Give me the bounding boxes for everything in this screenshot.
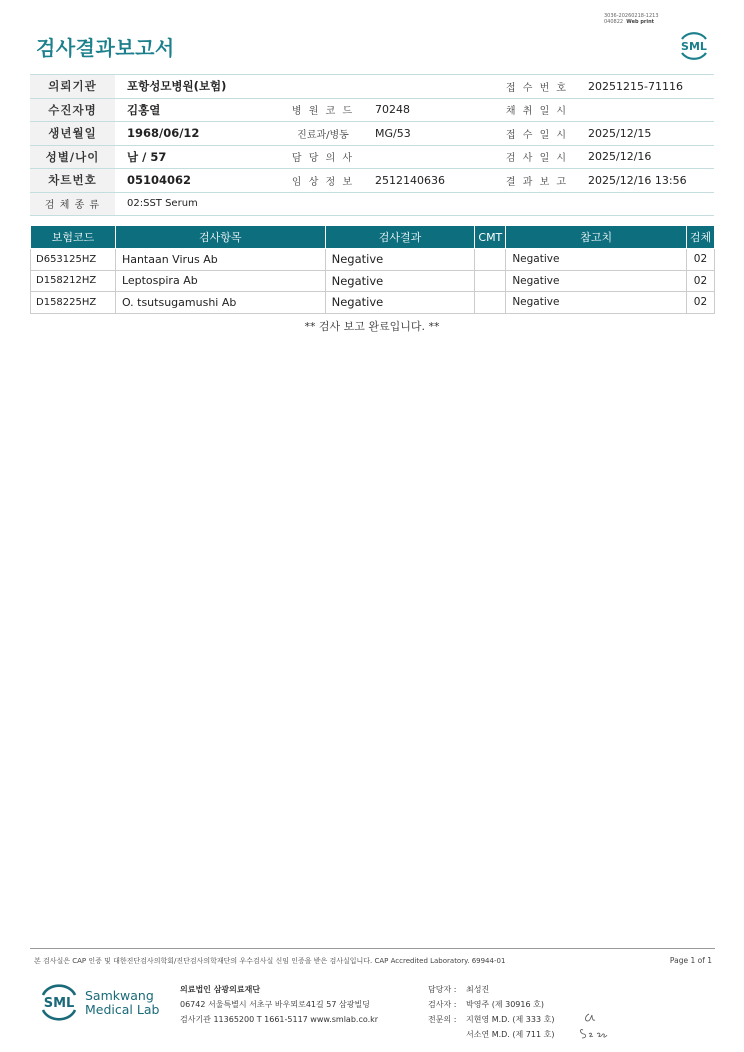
- requester-label: 의뢰기관: [30, 75, 115, 99]
- staff-name: 최성진: [466, 985, 490, 994]
- header-test-item: 검사항목: [115, 226, 325, 249]
- staff-row: [428, 1027, 554, 1042]
- staff-name: 서소연 M.D. (제 711 호): [466, 1030, 555, 1039]
- header-cmt: CMT: [475, 226, 506, 249]
- page-title: 검사결과보고서: [36, 36, 175, 60]
- test-item-cell: O. tsutsugamushi Ab: [115, 292, 325, 314]
- test-item-cell: Hantaan Virus Ab: [115, 249, 325, 271]
- table-row: [31, 270, 715, 292]
- dept-label: 진료과/병동: [283, 122, 363, 146]
- insurance-code-cell: D158225HZ: [31, 292, 116, 314]
- organization-contact: 검사기관 11365200 T 1661-5117 www.smlab.co.kr: [180, 1015, 379, 1024]
- brand-name: [85, 989, 159, 1017]
- dept-value: MG/53: [363, 122, 498, 146]
- sex-age-value: 남 / 57: [115, 145, 283, 169]
- info-row: [30, 98, 714, 122]
- header-reference: 참고치: [506, 226, 687, 249]
- staff-row: [428, 1012, 554, 1027]
- sex-age-label: 성별/나이: [30, 145, 115, 169]
- header-insurance-code: 보험코드: [31, 226, 116, 249]
- document-code-line1: 3036-20260218-1213: [604, 13, 659, 19]
- collect-date-value: [576, 98, 714, 122]
- organization-info: [180, 982, 378, 1027]
- patient-label: 수진자명: [30, 98, 115, 122]
- staff-row: [428, 982, 554, 997]
- accreditation-note: 본 검사실은 CAP 인증 및 대한진단검사의학회/진단검사의학재단의 우수검사실 신임 인증을 받은 검사실입니다. CAP Accredited Laboratory. 69944-01: [34, 957, 506, 965]
- reference-cell: Negative: [506, 249, 687, 271]
- staff-role: [428, 1027, 466, 1042]
- results-header-row: [31, 226, 715, 249]
- birth-label: 생년월일: [30, 122, 115, 146]
- requester-value: 포항성모병원(보험): [115, 75, 498, 99]
- header-test-result: 검사결과: [325, 226, 475, 249]
- document-code-line2: 040822: [604, 19, 624, 25]
- table-row: [31, 249, 715, 271]
- patient-info-table: [30, 74, 714, 216]
- organization-address: 06742 서울특별시 서초구 바우뫼로41길 57 삼광빌딩: [180, 1000, 370, 1009]
- birth-value: 1968/06/12: [115, 122, 283, 146]
- cmt-cell: [475, 249, 506, 271]
- logo-text: SML: [681, 40, 707, 53]
- doctor-value: [363, 145, 498, 169]
- sml-logo-icon: [36, 980, 82, 1024]
- test-date-label: 검 사 일 시: [498, 145, 576, 169]
- report-date-label: 결 과 보 고: [498, 169, 576, 193]
- clinical-label: 임 상 정 보: [283, 169, 363, 193]
- staff-list: [428, 982, 554, 1042]
- table-row: [31, 292, 715, 314]
- test-result-cell: Negative: [325, 292, 475, 314]
- clinical-value: 2512140636: [363, 169, 498, 193]
- info-row: [30, 145, 714, 169]
- reference-cell: Negative: [506, 292, 687, 314]
- test-result-cell: Negative: [325, 270, 475, 292]
- report-complete-text: ** 검사 보고 완료입니다. **: [304, 320, 440, 333]
- organization-name: 의료법인 삼광의료재단: [180, 985, 261, 994]
- doctor-label: 담 당 의 사: [283, 145, 363, 169]
- specimen-cell: 02: [686, 270, 714, 292]
- receipt-no-value: 20251215-71116: [576, 75, 714, 99]
- insurance-code-cell: D653125HZ: [31, 249, 116, 271]
- collect-date-label: 채 취 일 시: [498, 98, 576, 122]
- document-code: [604, 13, 659, 25]
- page-number: Page 1 of 1: [669, 956, 712, 965]
- staff-role: 담당자 :: [428, 985, 457, 994]
- staff-row: [428, 997, 554, 1012]
- staff-role: 검사자 :: [428, 1000, 457, 1009]
- receipt-date-label: 접 수 일 시: [498, 122, 576, 146]
- insurance-code-cell: D158212HZ: [31, 270, 116, 292]
- brand-line1: Samkwang: [85, 988, 154, 1003]
- info-row: [30, 122, 714, 146]
- sml-logo-icon: [674, 26, 714, 64]
- cmt-cell: [475, 270, 506, 292]
- specimen-type-label: 검 체 종 류: [30, 192, 115, 216]
- staff-name: 지현영 M.D. (제 333 호): [466, 1015, 555, 1024]
- cmt-cell: [475, 292, 506, 314]
- hospital-code-label: 병 원 코 드: [283, 98, 363, 122]
- web-print-label: Web print: [626, 19, 655, 25]
- report-date-value: 2025/12/16 13:56: [576, 169, 714, 193]
- header-specimen: 검체: [686, 226, 714, 249]
- specimen-cell: 02: [686, 292, 714, 314]
- patient-value: 김홍열: [115, 98, 283, 122]
- logo-text: SML: [43, 996, 75, 1011]
- brand-line2: Medical Lab: [85, 1002, 160, 1017]
- info-row: [30, 75, 714, 99]
- footer-divider: [30, 948, 715, 949]
- receipt-no-label: 접 수 번 호: [498, 75, 576, 99]
- info-row: [30, 169, 714, 193]
- receipt-date-value: 2025/12/15: [576, 122, 714, 146]
- signature-icon: [577, 1010, 611, 1040]
- specimen-cell: 02: [686, 249, 714, 271]
- test-result-cell: Negative: [325, 249, 475, 271]
- info-row: [30, 192, 714, 216]
- reference-cell: Negative: [506, 270, 687, 292]
- results-table: [30, 225, 715, 314]
- chart-label: 차트번호: [30, 169, 115, 193]
- staff-name: 박영주 (제 30916 호): [466, 1000, 544, 1009]
- test-date-value: 2025/12/16: [576, 145, 714, 169]
- test-item-cell: Leptospira Ab: [115, 270, 325, 292]
- staff-role: 전문의 :: [428, 1015, 457, 1024]
- chart-value: 05104062: [115, 169, 283, 193]
- specimen-type-value: 02:SST Serum: [115, 192, 714, 216]
- hospital-code-value: 70248: [363, 98, 498, 122]
